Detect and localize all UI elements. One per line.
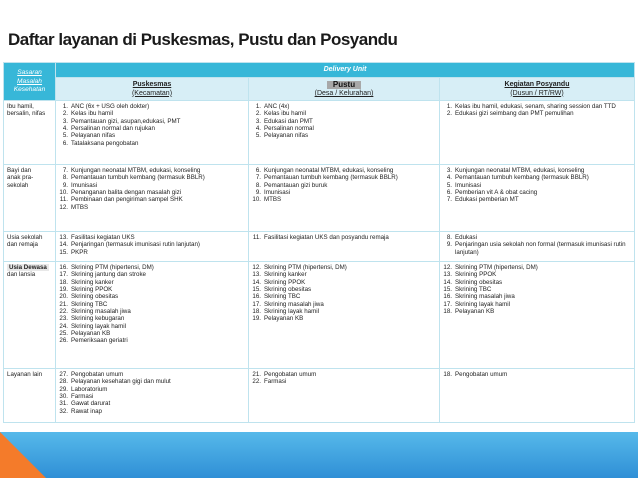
item-number: 17. [252,300,261,308]
item-number: 14. [252,278,261,286]
item-text: Imunisasi [264,188,291,196]
row-label-line: anak pra- [7,174,34,182]
item-number: 20. [59,293,68,301]
pustu-service-list [252,167,436,204]
item-number: 9. [255,188,261,196]
item-text: Pemantauan gizi buruk [264,181,328,189]
item-number: 7. [446,196,452,204]
item-text: Skrining kanker [71,278,114,286]
item-text: Penjaringan (termasuk imunisasi rutin lanjutan) [71,241,200,249]
item-number: 19. [59,285,68,293]
item-text: Pemantauan tumbuh kembang (termasuk BBLR) [455,174,589,182]
list-item [443,174,631,181]
row-label-line: Layanan lain [7,371,43,378]
item-number: 8. [255,181,261,189]
item-text: Skrining kanker [264,271,307,279]
item-number: 2. [255,110,261,118]
item-text: Skrining PTM (hipertensi, DM) [264,264,347,271]
list-item [59,393,245,400]
pustu-cell [249,369,440,423]
list-item [443,301,631,308]
item-number: 2. [62,110,68,118]
item-text: Edukasi dan PMT [264,117,313,125]
list-item [443,264,631,271]
item-text: Skrining layak hamil [71,322,127,330]
header-puskesmas-sub: (Kecamatan) [131,89,173,97]
row-label-line: dan lansia [7,271,36,279]
item-number: 10. [59,188,68,196]
list-item [59,182,245,189]
list-item [59,271,245,278]
header-sasaran-line: Masalah [17,77,42,85]
list-item [59,174,245,181]
list-item [252,174,436,181]
item-text: Edukasi [455,234,478,241]
list-item [59,204,245,211]
list-item [443,196,631,203]
list-item [252,279,436,286]
item-text: Skrining masalah jiwa [71,307,131,315]
list-item [252,167,436,174]
puskesmas-cell [56,165,249,232]
item-number: 3. [255,117,261,125]
list-item [252,378,436,385]
list-item [59,330,245,337]
list-item [252,286,436,293]
item-number: 25. [59,329,68,337]
item-number: 7. [62,167,68,174]
list-item [443,279,631,286]
list-item [59,408,245,415]
item-text: Edukasi pemberian MT [455,196,519,204]
puskesmas-cell [56,232,249,262]
item-text: Pengobatan umum [71,371,124,378]
list-item [252,301,436,308]
puskesmas-service-list [59,103,245,147]
item-text: Pelayanan nifas [71,132,116,140]
item-number: 8. [446,234,452,241]
item-text: Pelayanan KB [71,329,111,337]
item-number: 32. [59,407,68,415]
item-number: 21. [59,300,68,308]
list-item [59,308,245,315]
pustu-cell [249,165,440,232]
header-pustu [249,78,440,101]
item-number: 6. [255,167,261,174]
posyandu-cell [440,369,635,423]
list-item [59,315,245,322]
list-item [59,371,245,378]
item-text: Pemeriksaan geriatri [71,337,128,345]
item-text: MTBS [71,203,89,211]
item-text: Skrining PPOK [455,271,497,279]
list-item [59,279,245,286]
list-item [59,167,245,174]
item-number: 4. [62,124,68,132]
row-label-line: Ibu hamil, [7,103,34,110]
list-item [252,189,436,196]
item-number: 5. [255,132,261,140]
item-number: 1. [255,103,261,110]
table-row [4,165,635,232]
item-number: 18. [252,307,261,315]
list-item [59,337,245,344]
item-number: 26. [59,337,68,345]
header-puskesmas-title: Puskesmas [132,81,172,89]
list-item [59,103,245,110]
item-number: 15. [59,248,68,256]
pustu-service-list [252,371,436,386]
item-text: Pelayanan KB [455,307,495,315]
pustu-service-list [252,103,436,140]
item-number: 21. [252,371,261,378]
list-item [59,196,245,203]
list-item [252,293,436,300]
row-label [4,101,56,165]
item-text: Persalinan normal [264,124,314,132]
item-number: 15. [443,285,452,293]
list-item [59,234,245,241]
item-text: Kelas ibu hamil [71,110,113,118]
posyandu-service-list [443,234,631,256]
item-text: Kunjungan neonatal MTBM, edukasi, konseling [455,167,585,174]
list-item [252,103,436,110]
list-item [443,293,631,300]
item-text: Skrining PPOK [264,278,306,286]
item-text: Rawat inap [71,407,102,415]
list-item [252,234,436,241]
item-text: Persalinan normal dan rujukan [71,124,155,132]
item-text: Skrining obesitas [71,293,119,301]
header-sasaran-line: Kesehatan [13,86,46,94]
item-number: 22. [252,378,261,386]
list-item [59,241,245,248]
list-item [59,301,245,308]
item-text: PKPR [71,248,88,256]
item-number: 3. [446,167,452,174]
item-text: Farmasi [71,392,94,400]
pustu-cell [249,101,440,165]
item-number: 9. [62,181,68,189]
item-text: Skrining layak hamil [264,307,320,315]
list-item [59,323,245,330]
item-text: Fasilitasi kegiatan UKS dan posyandu remaja [264,234,389,241]
item-text: Pemantauan tumbuh kembang (termasuk BBLR) [264,174,398,182]
item-number: 17. [59,271,68,279]
pustu-service-list [252,264,436,323]
item-number: 15. [252,285,261,293]
row-label-line: dan remaja [7,241,38,249]
item-text: MTBS [264,196,282,204]
posyandu-cell [440,165,635,232]
list-item [443,308,631,315]
row-label [4,232,56,262]
corner-accent [0,432,46,478]
item-number: 11. [59,196,68,204]
item-number: 16. [252,293,261,301]
item-text: Pengobatan umum [455,371,508,378]
item-text: Pemberian vit A & obat cacing [455,188,538,196]
item-number: 5. [62,132,68,140]
footer-band [0,432,638,478]
item-number: 5. [446,181,452,189]
item-text: Skrining masalah jiwa [455,293,515,301]
item-number: 16. [59,264,68,271]
item-text: Skrining obesitas [264,285,312,293]
item-number: 1. [62,103,68,110]
list-item [443,167,631,174]
item-text: Imunisasi [455,181,482,189]
item-number: 6. [446,188,452,196]
item-number: 22. [59,307,68,315]
page-title: Daftar layanan di Puskesmas, Pustu dan Posyandu [8,30,398,49]
list-item [252,315,436,322]
table-row [4,262,635,369]
list-item [443,271,631,278]
item-number: 27. [59,371,68,378]
puskesmas-service-list [59,234,245,256]
services-table [3,62,635,423]
item-number: 7. [255,174,261,182]
table-row [4,369,635,423]
item-text: Penjaringan usia sekolah non formal (termasuk imunisasi rutin lanjutan) [455,241,626,256]
item-text: Edukasi gizi seimbang dan PMT pemulihan [455,110,574,118]
row-label-badge: Usia Dewasa [9,264,47,271]
item-text: Pelayanan kesehatan gigi dan mulut [71,378,171,386]
list-item [252,132,436,139]
posyandu-cell [440,101,635,165]
list-item [59,125,245,132]
list-item [252,271,436,278]
list-item [443,234,631,241]
item-text: Pembinaan dan pengiriman sampel SHK [71,196,183,204]
header-posyandu [440,78,635,101]
item-text: Skrining layak hamil [455,300,511,308]
item-number: 13. [443,271,452,279]
item-number: 12. [252,264,261,271]
item-text: Skrining obesitas [455,278,503,286]
row-label [4,165,56,232]
item-text: Tatalaksana pengobatan [71,139,139,147]
pustu-cell [249,232,440,262]
header-puskesmas [56,78,249,101]
item-text: Kelas ibu hamil [264,110,306,118]
list-item [59,189,245,196]
item-number: 11. [252,234,261,241]
item-number: 13. [252,271,261,279]
item-text: Kunjungan neonatal MTBM, edukasi, konseling [71,167,201,174]
puskesmas-service-list [59,371,245,415]
item-text: Gawat darurat [71,400,111,408]
list-item [252,182,436,189]
item-number: 6. [62,139,68,147]
item-number: 30. [59,392,68,400]
item-text: Pemantauan gizi, asupan,edukasi, PMT [71,117,181,125]
list-item [59,293,245,300]
header-delivery-unit: Delivery Unit [56,63,635,78]
item-number: 18. [59,278,68,286]
item-text: Skrining PTM (hipertensi, DM) [71,264,154,271]
item-text: Pemantauan tumbuh kembang (termasuk BBLR) [71,174,205,182]
list-item [59,132,245,139]
item-text: Skrining TBC [71,300,108,308]
row-label-line: Usia sekolah [7,234,43,241]
header-sasaran [4,63,56,101]
posyandu-service-list [443,167,631,204]
list-item [443,103,631,110]
item-number: 23. [59,315,68,323]
item-number: 8. [62,174,68,182]
header-pustu-title: Pustu [327,81,361,89]
item-text: Fasilitasi kegiatan UKS [71,234,135,241]
item-text: Laboratorium [71,385,108,393]
list-item [59,118,245,125]
row-label [4,262,56,369]
item-number: 31. [59,400,68,408]
item-number: 16. [443,293,452,301]
item-number: 18. [443,307,452,315]
list-item [59,378,245,385]
pustu-service-list [252,234,436,241]
item-text: Skrining PPOK [71,285,113,293]
list-item [443,189,631,196]
item-number: 18. [443,371,452,378]
list-item [59,400,245,407]
item-text: Kelas ibu hamil, edukasi, senam, sharing session dan TTD [455,103,616,110]
list-item [252,118,436,125]
item-number: 13. [59,234,68,241]
header-posyandu-sub: (Dusun / RT/RW) [510,89,564,97]
row-label-line: bersalin, nifas [7,110,46,118]
item-text: Imunisasi [71,181,98,189]
item-number: 1. [446,103,452,110]
item-number: 3. [62,117,68,125]
item-text: Skrining TBC [455,285,492,293]
item-number: 28. [59,378,68,386]
list-item [252,264,436,271]
item-number: 19. [252,315,261,323]
puskesmas-cell [56,262,249,369]
list-item [59,286,245,293]
row-label [4,369,56,423]
item-number: 12. [443,264,452,271]
posyandu-service-list [443,264,631,315]
item-text: Pelayanan KB [264,315,304,323]
item-text: Skrining TBC [264,293,301,301]
puskesmas-service-list [59,167,245,211]
puskesmas-cell [56,369,249,423]
list-item [252,110,436,117]
item-number: 29. [59,385,68,393]
list-item [59,140,245,147]
list-item [59,110,245,117]
list-item [59,386,245,393]
table-row [4,232,635,262]
list-item [443,371,631,378]
header-sasaran-line: Sasaran [17,68,42,76]
item-text: Skrining jantung dan stroke [71,271,146,279]
puskesmas-service-list [59,264,245,344]
item-number: 4. [446,174,452,182]
row-label-line: sekolah [7,181,29,189]
item-number: 24. [59,322,68,330]
item-number: 10. [252,196,261,204]
item-number: 17. [443,300,452,308]
item-text: Penanganan balita dengan masalah gizi [71,188,182,196]
row-label-line: Bayi dan [7,167,32,174]
posyandu-service-list [443,103,631,118]
item-text: ANC (4x) [264,103,290,110]
posyandu-service-list [443,371,631,378]
list-item [252,308,436,315]
item-text: Farmasi [264,378,287,386]
header-pustu-sub: (Desa / Kelurahan) [314,90,374,98]
item-text: Kunjungan neonatal MTBM, edukasi, konseling [264,167,394,174]
header-posyandu-title: Kegiatan Posyandu [504,81,570,89]
item-number: 12. [59,203,68,211]
list-item [59,264,245,271]
posyandu-cell [440,232,635,262]
item-number: 4. [255,124,261,132]
pustu-cell [249,262,440,369]
item-number: 2. [446,110,452,118]
item-text: Skrining PTM (hipertensi, DM) [455,264,538,271]
item-text: Pengobatan umum [264,371,317,378]
posyandu-cell [440,262,635,369]
item-text: ANC (6x + USG oleh dokter) [71,103,150,110]
item-number: 14. [59,241,68,249]
puskesmas-cell [56,101,249,165]
list-item [252,371,436,378]
item-number: 9. [446,241,452,249]
table-row [4,101,635,165]
item-text: Pelayanan nifas [264,132,309,140]
list-item [59,249,245,256]
list-item [443,110,631,117]
list-item [443,182,631,189]
list-item [252,196,436,203]
list-item [443,286,631,293]
list-item [443,241,631,256]
item-text: Skrining kebugaran [71,315,125,323]
list-item [252,125,436,132]
item-number: 14. [443,278,452,286]
item-text: Skrining masalah jiwa [264,300,324,308]
